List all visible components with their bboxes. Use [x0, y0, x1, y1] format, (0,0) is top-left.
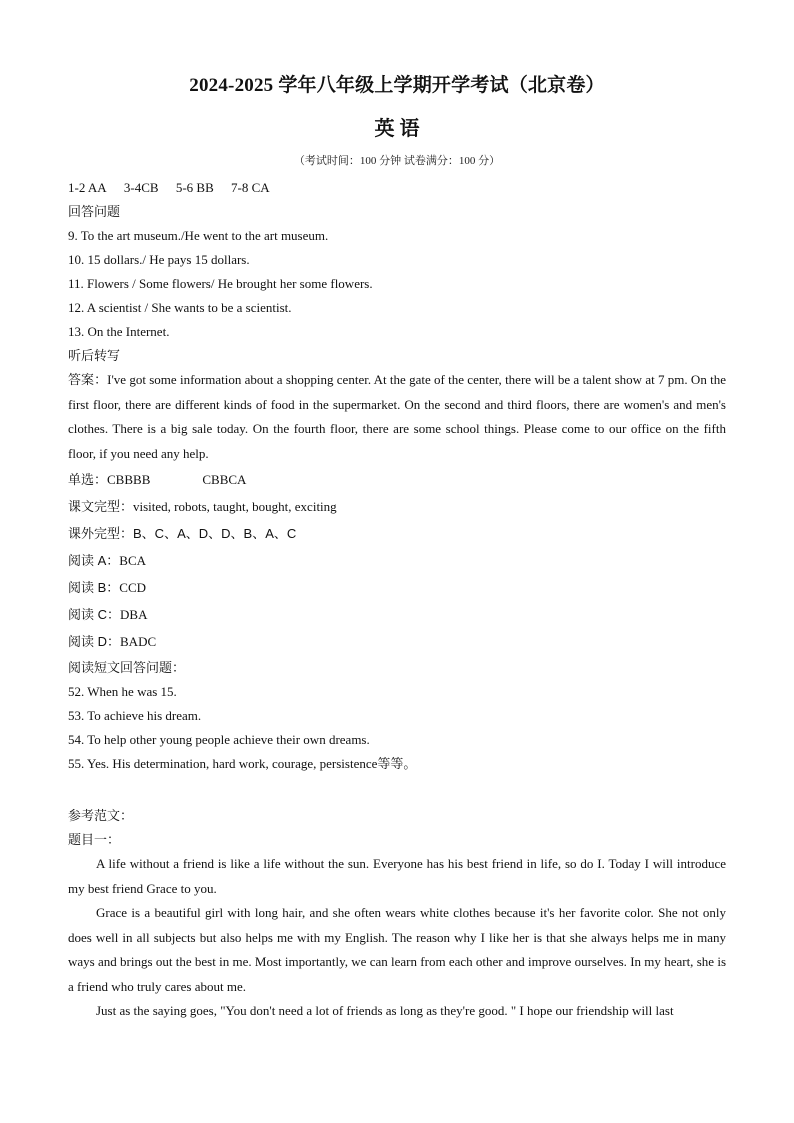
reading-label: 阅读 A： — [68, 553, 120, 568]
short-answer-heading: 阅读短文回答问题： — [68, 660, 186, 675]
short-answer: 54. To help other young people achieve their own dreams. — [68, 732, 370, 747]
reading-label: 阅读 B： — [68, 580, 120, 595]
short-answer-55 — [68, 752, 726, 776]
listening-answer — [68, 368, 726, 466]
reading-value: DBA — [120, 607, 148, 622]
subject-title: 英 语 — [374, 118, 420, 140]
cloze-in-label: 课文完型： — [68, 499, 134, 514]
cloze-in-value: visited, robots, taught, bought, exciting — [133, 499, 337, 514]
page-title: 2024-2025 学年八年级上学期开学考试（北京卷） — [189, 75, 605, 96]
qa-heading: 回答问题 — [68, 204, 121, 219]
answer-content — [68, 176, 726, 1024]
cloze-out-value: B、C、A、D、D、B、A、C — [133, 526, 297, 541]
mc-answer: 3-4CB — [123, 180, 159, 195]
reading-label: 阅读 C： — [68, 607, 121, 622]
q55-text: 55. Yes. His determination, hard work, courage, persistence — [68, 756, 378, 771]
multiple-choice-answers — [68, 176, 726, 200]
essay-heading: 参考范文： — [68, 808, 134, 823]
reading-value: BADC — [120, 634, 157, 649]
reading-value: BCA — [119, 553, 147, 568]
qa-answer: 9. To the art museum./He went to the art museum. — [68, 228, 329, 243]
cloze-out-label: 课外完型： — [68, 526, 134, 541]
qa-answer: 12. A scientist / She wants to be a scientist. — [68, 300, 292, 315]
single-choice-value: CBBCA — [202, 472, 247, 487]
essay-topic: 题目一： — [68, 832, 121, 847]
exam-info: （考试时间：100 分钟 试卷满分：100 分） — [293, 155, 501, 167]
q55-suffix: 等等。 — [377, 756, 417, 771]
listening-label: 答案： — [68, 372, 108, 387]
listening-text: I've got some information about a shopping center. At the gate of the center, there will be a talent show at 7 pm. On the first floor, there are different kinds of food in the supermarket. On the second and third floors, there are women's and men's clothes. There is a big sale today. On the fourth floor, there are some school things. Please come to our office on the fifth floor, if you need any help. — [68, 372, 726, 461]
single-choice-value: CBBBB — [107, 472, 151, 487]
reading-answer — [68, 549, 726, 573]
mc-answer: 5-6 BB — [175, 180, 214, 195]
essay-paragraph: A life without a friend is like a life without the sun. Everyone has his best friend in life, so do I. Today I will introduce my best friend Grace to you. — [68, 856, 726, 896]
qa-answer: 11. Flowers / Some flowers/ He brought her some flowers. — [68, 276, 373, 291]
qa-answer: 10. 15 dollars./ He pays 15 dollars. — [68, 252, 250, 267]
short-answer: 53. To achieve his dream. — [68, 708, 202, 723]
cloze-out-answers — [68, 522, 726, 546]
short-answer: 52. When he was 15. — [68, 684, 177, 699]
reading-answer — [68, 603, 726, 627]
reading-label: 阅读 D： — [68, 634, 121, 649]
essay-paragraph: Grace is a beautiful girl with long hair, and she often wears white clothes because it's her favorite color. She not only does well in all subjects but also helps me with my English. The reason why I like her is that she always helps me in many ways and brings out the best in me. Most importantly, we can learn from each other and improve ourselves. In my heart, she is a friend who truly cares about me. — [68, 905, 726, 994]
reading-value: CCD — [119, 580, 147, 595]
mc-answer: 1-2 AA — [68, 180, 107, 195]
qa-answer: 13. On the Internet. — [68, 324, 170, 339]
mc-answer: 7-8 CA — [230, 180, 270, 195]
listening-heading: 听后转写 — [68, 348, 121, 363]
reading-answer — [68, 630, 726, 654]
cloze-in-answers — [68, 495, 726, 519]
single-choice-answers — [68, 468, 726, 492]
single-choice-label: 单选： — [68, 472, 108, 487]
essay-paragraph: Just as the saying goes, "You don't need a lot of friends as long as they're good. " I hope our friendship will last — [96, 1003, 674, 1018]
reading-answer — [68, 576, 726, 600]
